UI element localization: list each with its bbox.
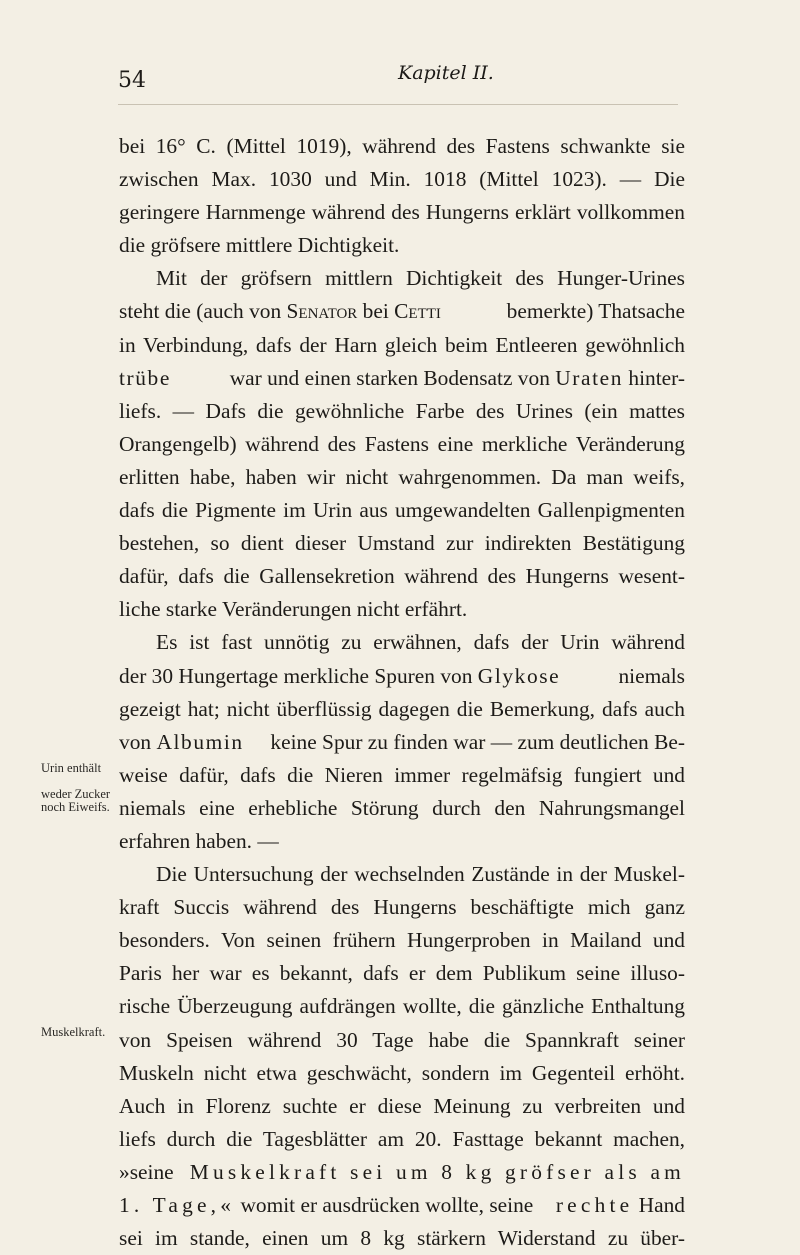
margin-note-zucker (41, 788, 121, 814)
text-line: niemals eine erhebliche Störung durch den Nahrungsmangel (119, 795, 685, 820)
text-line: von Albumin keine Spur zu finden war — zum deutlichen Be- (119, 729, 685, 754)
emphasis-uraten: Uraten (555, 365, 624, 390)
text-line: besonders. Von seinen frühern Hungerproben in Mailand und (119, 928, 685, 953)
text-line: »seine Muskelkraft sei um 8 kg gröfser als am (119, 1156, 685, 1189)
text-line: zwischen Max. 1030 und Min. 1018 (Mittel 1023). — Die (119, 167, 685, 192)
text-line: weise dafür, dafs die Nieren immer regelmäfsig fungiert und (119, 762, 685, 787)
header-rule (118, 104, 678, 105)
emphasis-rechte: rechte (555, 1193, 634, 1217)
text-line: liefs. — Dafs die gewöhnliche Farbe des Urines (ein mattes (119, 398, 685, 423)
text-line: Die Untersuchung der wechselnden Zustände in der Muskel- (156, 862, 685, 887)
text-line: kraft Succis während des Hungerns beschäftigte mich ganz (119, 895, 685, 920)
emphasis-tage: 1. Tage,« (119, 1193, 236, 1217)
margin-note-urin (41, 762, 121, 775)
text-line: Auch in Florenz suchte er diese Meinung zu verbreiten und (119, 1093, 685, 1118)
text-line: Mit der gröfsern mittlern Dichtigkeit des Hunger-Urines (156, 266, 685, 291)
text-line: liefs durch die Tagesblätter am 20. Fasttage bekannt machen, (119, 1126, 685, 1151)
margin-note-line: Urin enthält (41, 761, 102, 775)
text-line: dafür, dafs die Gallensekretion während des Hungerns wesent- (119, 564, 685, 589)
text-line: bei 16° C. (Mittel 1019), während des Fastens schwankte sie (119, 134, 685, 158)
text-line: trübe war und einen starken Bodensatz von Uraten hinter- (119, 362, 685, 395)
margin-note-muskelkraft (41, 1026, 121, 1039)
margin-note-line: Muskelkraft. (41, 1025, 106, 1039)
page-number: 54 (118, 68, 146, 93)
text-line: geringere Harnmenge während des Hungerns erklärt vollkommen (119, 200, 685, 225)
text-line: dafs die Pigmente im Urin aus umgewandelten Gallenpigmenten (119, 498, 685, 523)
text-line: 1. Tage,« womit er ausdrücken wollte, seine rechte Hand (119, 1193, 685, 1217)
author-senator: Senator (286, 299, 358, 324)
emphasis-truebe: trübe (119, 365, 171, 390)
text-line: von Speisen während 30 Tage habe die Spannkraft seiner (119, 1027, 685, 1052)
text-line: die gröfsere mittlere Dichtigkeit. (119, 233, 400, 258)
text-line: rische Überzeugung aufdrängen wollte, die gänzliche Enthaltung (119, 994, 685, 1019)
text-line: der 30 Hungertage merkliche Spuren von Glykose niemals (119, 663, 685, 688)
emphasis-glykose: Glykose (477, 663, 561, 688)
text-line: Muskeln nicht etwa geschwächt, sondern im Gegenteil erhöht. (119, 1060, 685, 1085)
text-line: in Verbindung, dafs der Harn gleich beim Entleeren gewöhnlich (119, 332, 685, 357)
running-head: Kapitel II. (398, 62, 494, 84)
text-line: Es ist fast unnötig zu erwähnen, dafs der Urin während (156, 630, 685, 655)
body-text (119, 130, 685, 1255)
page-header (0, 62, 800, 102)
text-line: gezeigt hat; nicht überflüssig dagegen die Bemerkung, dafs auch (119, 696, 685, 721)
text-line: Orangengelb) während des Fastens eine merkliche Veränderung (119, 431, 685, 456)
text-line: sei im stande, einen um 8 kg stärkern Widerstand zu über- (119, 1226, 685, 1251)
author-cetti: Cetti (394, 299, 441, 324)
text-line: steht die (auch von Senator bei Cetti bemerkte) Thatsache (119, 299, 685, 324)
margin-note-line: weder Zucker (41, 787, 111, 801)
text-line: liche starke Veränderungen nicht erfährt. (119, 597, 468, 622)
emphasis-albumin: Albumin (156, 729, 244, 754)
margin-note-line: noch Eiweifs. (41, 800, 110, 814)
emphasis-muskelkraft: Muskelkraft sei um 8 kg gröfser als am (189, 1159, 685, 1184)
text-line: Paris her war es bekannt, dafs er dem Publikum seine illuso- (119, 961, 685, 986)
text-line: erfahren haben. — (119, 828, 279, 853)
text-line: bestehen, so dient dieser Umstand zur indirekten Bestätigung (119, 531, 685, 556)
text-line: erlitten habe, haben wir nicht wahrgenommen. Da man weifs, (119, 464, 685, 489)
